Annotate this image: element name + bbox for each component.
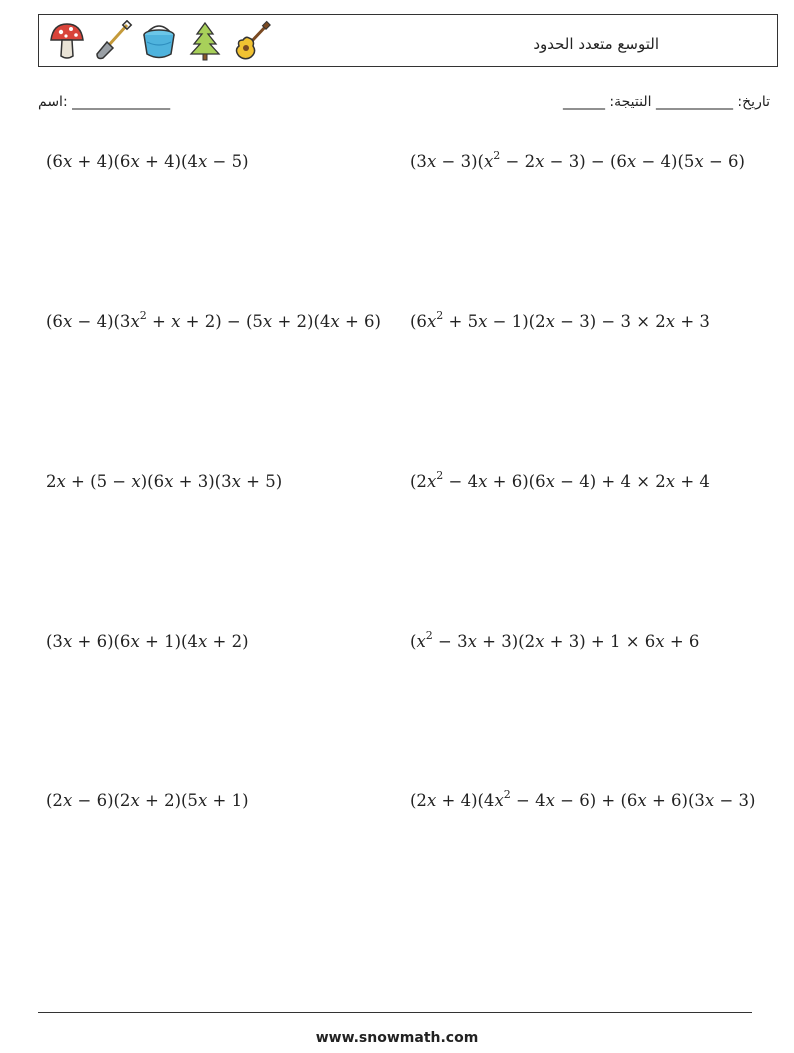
mushroom-icon [47,20,87,62]
problem-6: $(2x^2 - 4x + 6)(6x - 4) + 4 \times 2x + 4$ [410,468,710,491]
worksheet-header [38,14,778,67]
bucket-icon [139,20,179,62]
problem-3: $(6x - 4)(3x^2 + x + 2) - (5x + 2)(4x + 6)$ [46,308,381,331]
guitar-icon [231,20,271,62]
header-icons [47,20,271,62]
pine-tree-icon [185,20,225,62]
problem-7: (3x + 6)(6x + 1)(4x + 2) [46,632,249,651]
problem-4: $(6x^2 + 5x - 1)(2x - 3) - 3 \times 2x + 3$ [410,308,710,331]
date-score-field: ______ :تاريخ: ___________ النتيجة [562,94,770,110]
problem-2: $(3x - 3)(x^2 - 2x - 3) - (6x - 4)(5x - 6)$ [410,148,745,171]
problem-1: (6x + 4)(6x + 4)(4x − 5) [46,152,249,171]
worksheet-title: التوسع متعدد الحدود [533,35,659,53]
problem-8: $(x^2 - 3x + 3)(2x + 3) + 1 \times 6x + 6$ [410,628,700,651]
problem-9: (2x − 6)(2x + 2)(5x + 1) [46,791,249,810]
name-field: اسم: ______________ [38,94,171,110]
footer-site: www.snowmath.com [315,1030,479,1046]
problem-5: 2x + (5 − x)(6x + 3)(3x + 5) [46,472,283,491]
shovel-icon [93,20,133,62]
footer-divider [38,1012,752,1013]
problem-10: $(2x + 4)(4x^2 - 4x - 6) + (6x + 6)(3x - 3)$ [410,787,756,810]
